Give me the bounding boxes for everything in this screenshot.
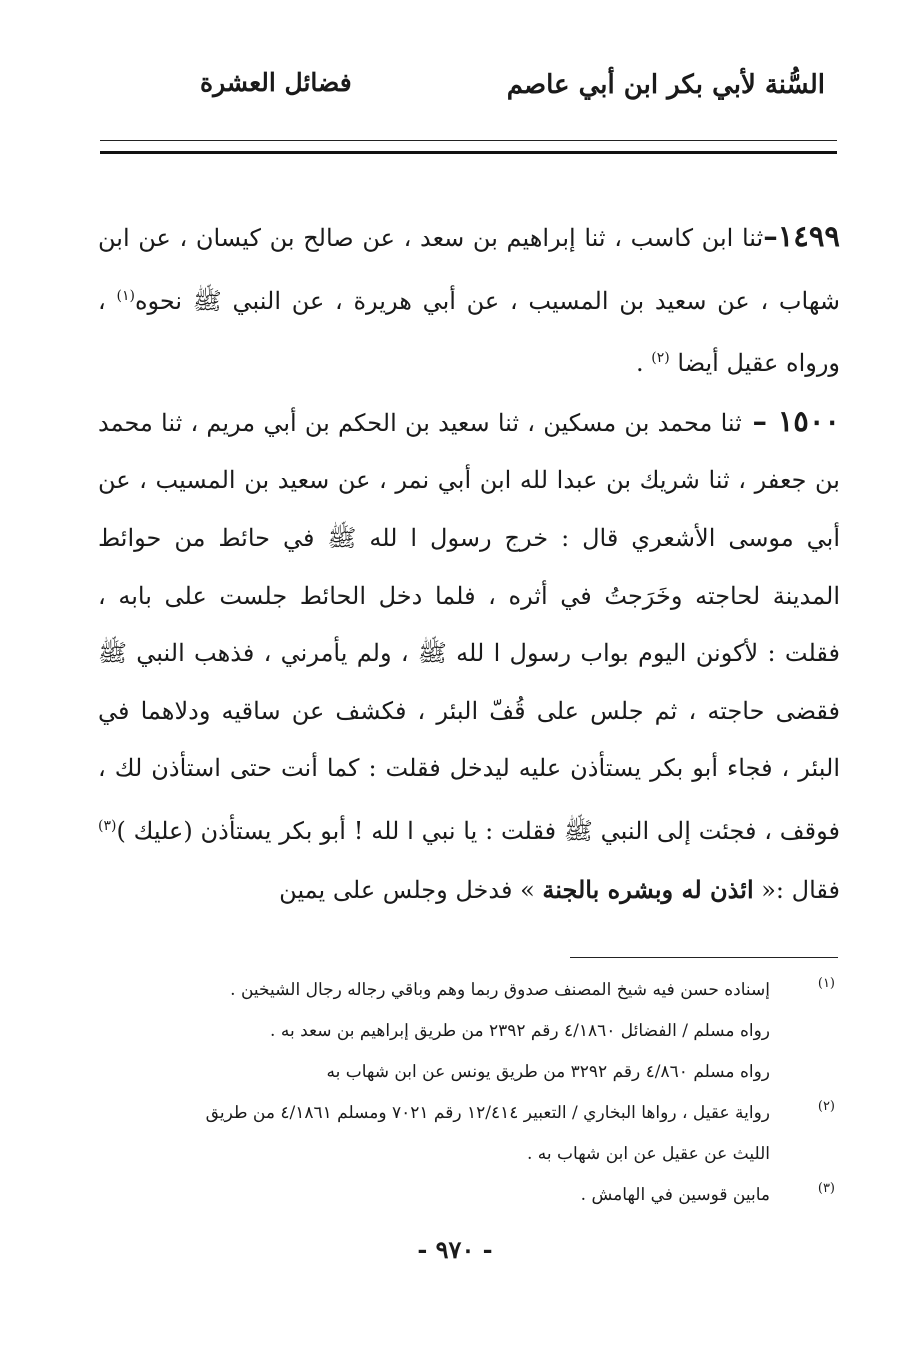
footnote-number: (١) bbox=[817, 976, 835, 991]
hadith-text: ، ورواه عقيل أيضا bbox=[98, 286, 840, 378]
footnote-separator bbox=[570, 957, 838, 958]
footnote-line: رواية عقيل ، رواها البخاري / التعبير ١٢/٤١٤ رقم ٧٠٢١ ومسلم ٤/١٨٦١ من طريق bbox=[205, 1103, 770, 1123]
prophetic-quote: ائذن له وبشره بالجنة bbox=[542, 874, 754, 904]
footnote bbox=[98, 1175, 840, 1216]
header-rule-thin bbox=[100, 140, 837, 141]
footnote-number: (٢) bbox=[817, 1099, 835, 1114]
footnote-line: مابين قوسين في الهامش . bbox=[580, 1185, 770, 1205]
footnote-line: الليث عن عقيل عن ابن شهاب به . bbox=[526, 1144, 770, 1164]
footnote-line: إسناده حسن فيه شيخ المصنف صدوق ربما وهم وباقي رجاله رجال الشيخين . bbox=[230, 980, 770, 1000]
footnote-line: رواه مسلم ٤/٨٦٠ رقم ٣٢٩٢ من طريق يونس عن ابن شهاب به bbox=[326, 1062, 770, 1082]
footnote bbox=[98, 970, 840, 1093]
hadith-1500: ١٥٠٠ – ثنا محمد بن مسكين ، ثنا سعيد بن الحكم بن أبي مريم ، ثنا محمد بن جعفر ، ثنا شريك بن عبدا لله ابن أبي نمر ، عن سعيد بن المسيب ، عن أبي موسى الأشعري قال : خرج رسول ا لله ﷺ في حائط من حوائط المدينة لحاجته وخَرَجتُ في أثره ، فلما دخل الحائط جلست على بابه ، فقلت : لأكونن اليوم بواب رسول ا لله ﷺ ، ولم يأمرني ، فذهب النبي ﷺ فقضى حاجته ، ثم جلس على قُفّ البئر ، فكشف عن ساقيه ودلاهما في البئر ، فجاء أبو بكر يستأذن عليه ليدخل فقلت : كما أنت حتى استأذن لك ، فوقف ، فجئت إلى النبي ﷺ فقلت : يا نبي ا لله ! أبو بكر يستأذن (عليك )$^{(٣)}$ فقال :« ائذن له وبشره بالجنة » فدخل وجلس على يمين bbox=[98, 403, 841, 904]
footnote-number: (٣) bbox=[817, 1181, 835, 1196]
book-title: السُّنة لأبي بكر ابن أبي عاصم bbox=[506, 70, 825, 100]
hadith-1499: ١٤٩٩–ثنا ابن كاسب ، ثنا إبراهيم بن سعد ، عن صالح بن كيسان ، عن ابن شهاب ، عن سعيد بن المسيب ، عن أبي هريرة ، عن النبي ﷺ نحوه$^{(١)}$ ، ورواه عقيل أيضا $^{(٢)}$ . bbox=[98, 219, 840, 378]
hadith-number: ١٤٩٩ bbox=[777, 219, 840, 253]
chapter-title: فضائل العشرة bbox=[200, 68, 352, 97]
hadith-text: ثنا محمد بن مسكين ، ثنا سعيد بن الحكم بن أبي مريم ، ثنا محمد بن جعفر ، ثنا شريك بن عبدا لله ابن أبي نمر ، عن سعيد بن المسيب ، عن أبي موسى الأشعري قال : خرج رسول ا لله ﷺ في حائط من حوائط المدينة لحاجته وخَرَجتُ في أثره ، فلما دخل الحائط جلست على بابه ، فقلت : لأكونن اليوم بواب رسول ا لله ﷺ ، ولم يأمرني ، فذهب النبي ﷺ فقضى حاجته ، ثم جلس على قُفّ البئر ، فكشف عن ساقيه ودلاهما في البئر ، فجاء أبو بكر يستأذن عليه ليدخل فقلت : كما أنت حتى استأذن لك ، فوقف ، فجئت إلى النبي ﷺ فقلت : يا نبي ا لله ! أبو بكر يستأذن (عليك ) bbox=[98, 408, 841, 845]
footnote-ref[interactable]: (٢) bbox=[651, 350, 670, 367]
footnote-ref[interactable]: (١) bbox=[116, 287, 135, 304]
page-number: - ٩٧٠ - bbox=[417, 1235, 493, 1264]
footnotes bbox=[98, 970, 840, 1216]
hadith-text: فقال :« bbox=[753, 875, 840, 904]
main-text bbox=[98, 208, 840, 919]
hadith-text: . bbox=[636, 349, 652, 378]
footnote bbox=[98, 1093, 840, 1175]
hadith-text: » فدخل وجلس على يمين bbox=[279, 875, 543, 904]
header-rule-thick bbox=[100, 151, 837, 154]
hadith-number: ١٥٠٠ bbox=[777, 403, 840, 438]
footnote-ref[interactable]: (٣) bbox=[98, 817, 117, 834]
footnote-line: رواه مسلم / الفضائل ٤/١٨٦٠ رقم ٢٣٩٢ من طريق إبراهيم بن سعد به . bbox=[270, 1021, 770, 1041]
hadith-text: ثنا ابن كاسب ، ثنا إبراهيم بن سعد ، عن صالح بن كيسان ، عن ابن شهاب ، عن سعيد بن المسيب ، عن أبي هريرة ، عن النبي ﷺ نحوه bbox=[98, 224, 840, 315]
